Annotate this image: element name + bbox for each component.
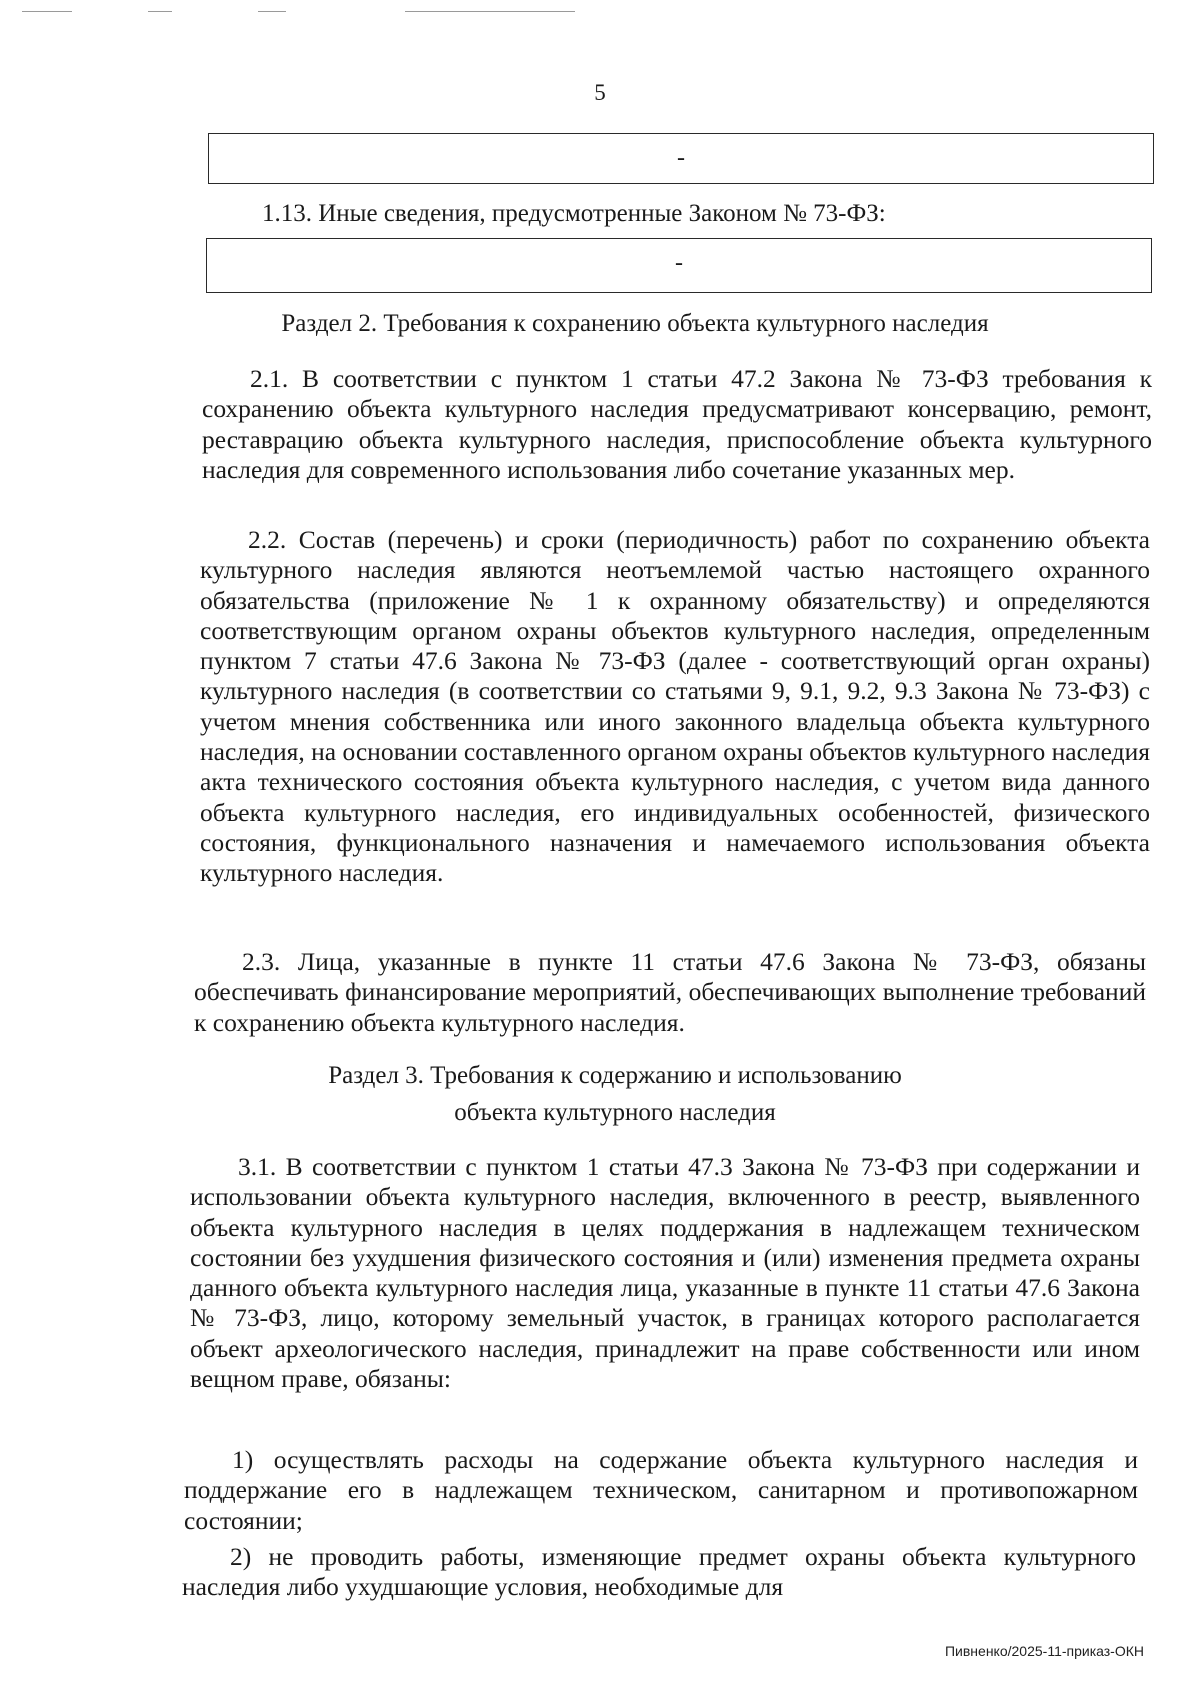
section-3-title-line-1: Раздел 3. Требования к содержанию и использованию [328,1062,902,1089]
section-3-title-line-2: объекта культурного наследия [454,1099,776,1126]
value-box-1-13 [206,238,1152,293]
value-box-1-12-text: - [677,145,685,171]
paragraph-3-1: 3.1. В соответствии с пунктом 1 статьи 47.3 Закона № 73-ФЗ при содержании и использовании объекта культурного наследия, включенного в реестр, выявленного объекта культурного наследия в целях поддержания в надлежащем техническом состоянии без ухудшения физического состояния и (или) изменения предмета охраны данного объекта культурного наследия лица, указанные в пункте 11 статьи 47.6 Закона № 73-ФЗ, лицо, которому земельный участок, в границах которого располагается объект археологического наследия, принадлежит на праве собственности или ином вещном праве, обязаны: [190,1152,1140,1394]
page-number: 5 [594,80,606,105]
list-item-2: 2) не проводить работы, изменяющие предмет охраны объекта культурного наследия либо ухудшающие условия, необходимые для [182,1542,1136,1602]
document-reference: Пивненко/2025-11-приказ-ОКН [944,1643,1144,1659]
scan-artifact-line [22,11,72,12]
scan-artifact-line [405,11,575,12]
section-2-title: Раздел 2. Требования к сохранению объекта культурного наследия [281,310,989,337]
value-box-1-12 [208,133,1154,184]
paragraph-2-1: 2.1. В соответствии с пунктом 1 статьи 47.2 Закона № 73-ФЗ требования к сохранению объекта культурного наследия предусматривают консервацию, ремонт, реставрацию объекта культурного наследия, приспособление объекта культурного наследия для современного использования либо сочетание указанных мер. [202,364,1152,484]
value-box-1-13-text: - [675,250,683,276]
scan-artifact-line [258,11,286,12]
item-1-13-heading: 1.13. Иные сведения, предусмотренные Законом № 73-ФЗ: [262,200,886,227]
scan-artifact-line [148,11,172,12]
list-item-1: 1) осуществлять расходы на содержание объекта культурного наследия и поддержание его в надлежащем техническом, санитарном и противопожарном состоянии; [184,1445,1138,1535]
paragraph-2-3: 2.3. Лица, указанные в пункте 11 статьи 47.6 Закона № 73-ФЗ, обязаны обеспечивать финансирование мероприятий, обеспечивающих выполнение требований к сохранению объекта культурного наследия. [194,947,1146,1037]
paragraph-2-2: 2.2. Состав (перечень) и сроки (периодичность) работ по сохранению объекта культурного наследия являются неотъемлемой частью настоящего охранного обязательства (приложение № 1 к охранному обязательству) и определяются соответствующим органом охраны объектов культурного наследия, определенным пунктом 7 статьи 47.6 Закона № 73-ФЗ (далее - соответствующий орган охраны) культурного наследия (в соответствии со статьями 9, 9.1, 9.2, 9.3 Закона № 73-ФЗ) с учетом мнения собственника или иного законного владельца объекта культурного наследия, на основании составленного органом охраны объектов культурного наследия акта технического состояния объекта культурного наследия, с учетом вида данного объекта культурного наследия, его индивидуальных особенностей, физического состояния, функционального назначения и намечаемого использования объекта культурного наследия. [200,525,1150,888]
